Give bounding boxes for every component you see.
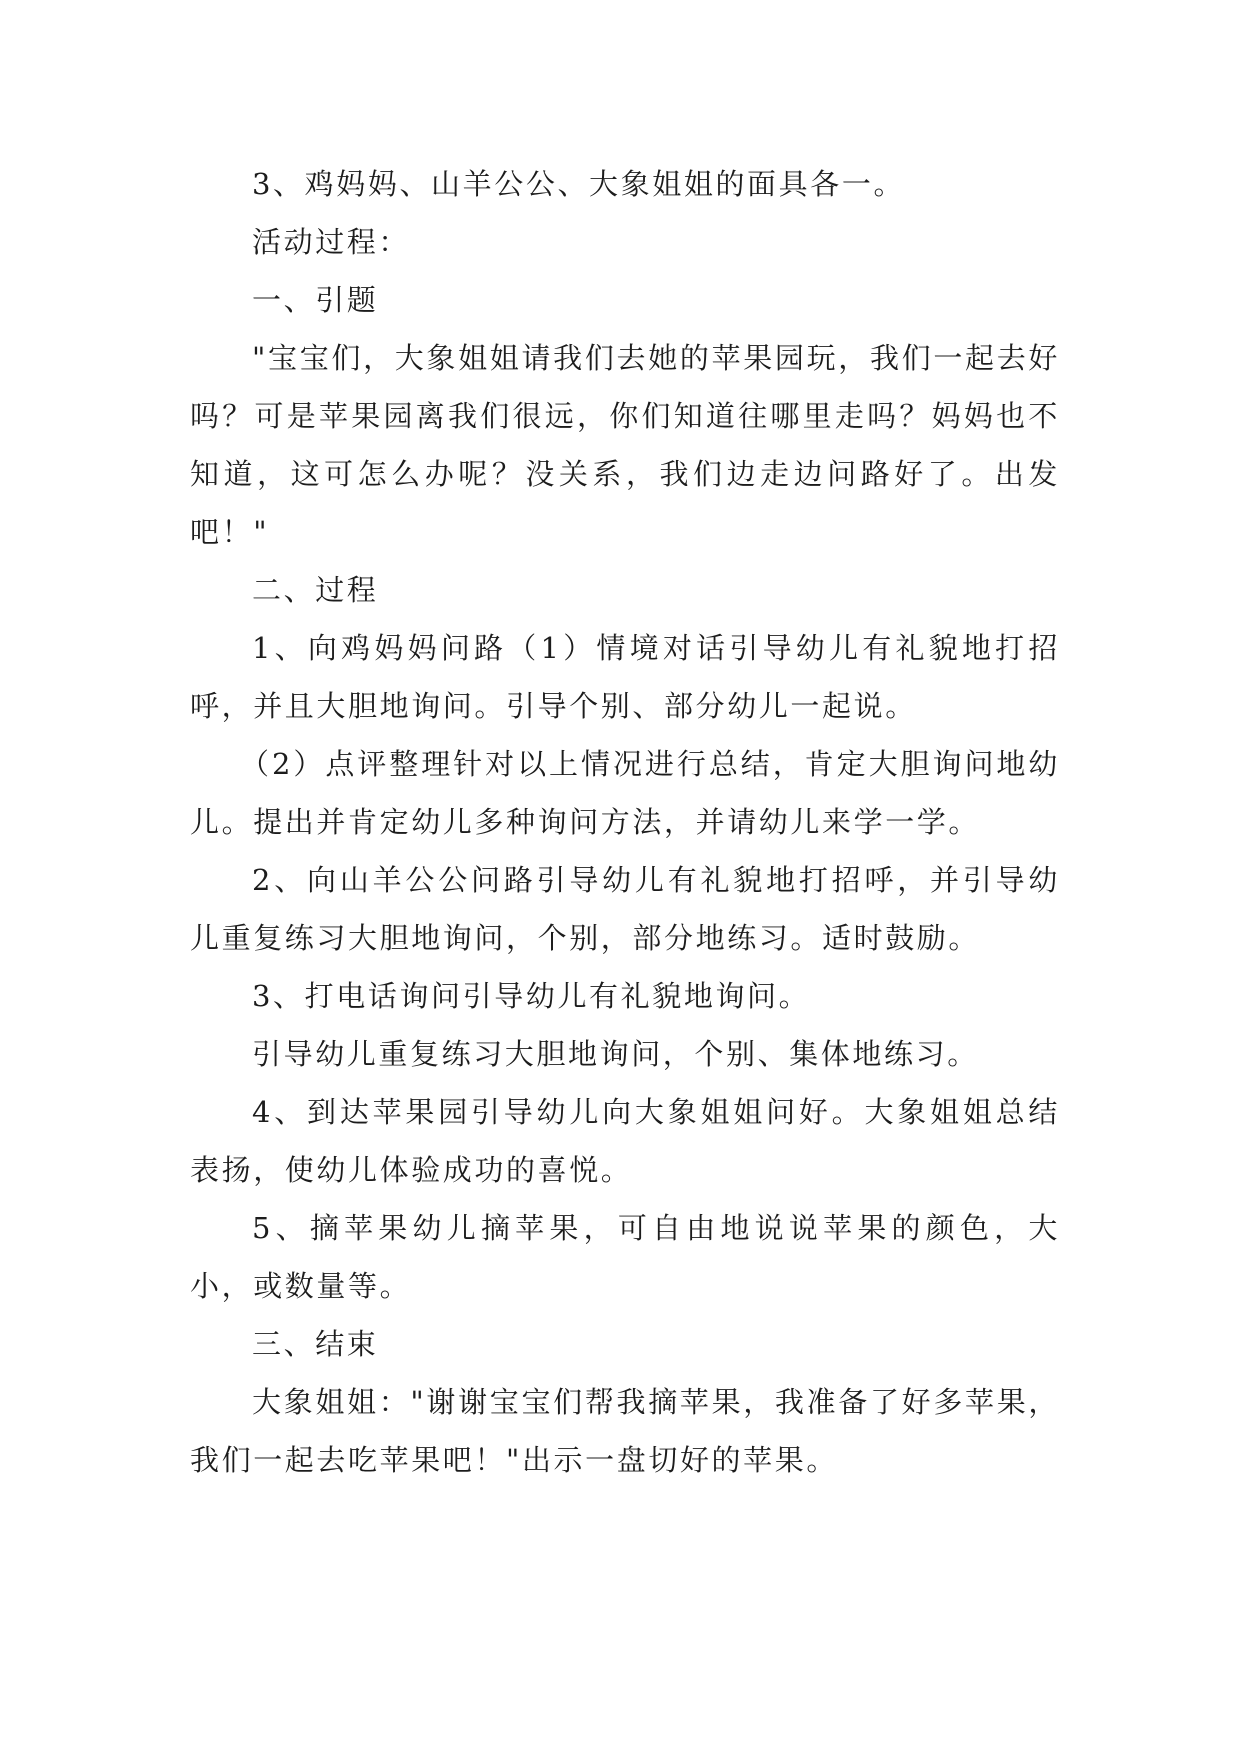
intro-paragraph: "宝宝们，大象姐姐请我们去她的苹果园玩，我们一起去好吗？可是苹果园离我们很远，你们知道往哪里走吗？妈妈也不知道，这可怎么办呢？没关系，我们边走边问路好了。出发吧！" xyxy=(190,341,1060,549)
process-step-1-sub-2: （2）点评整理针对以上情况进行总结，肯定大胆询问地幼儿。提出并肯定幼儿多种询问方法，并请幼儿来学一学。 xyxy=(190,747,1060,839)
process-step-3-detail: 引导幼儿重复练习大胆地询问，个别、集体地练习。 xyxy=(252,1037,979,1071)
section-end-heading: 三、结束 xyxy=(252,1327,379,1361)
ending-paragraph: 大象姐姐："谢谢宝宝们帮我摘苹果，我准备了好多苹果，我们一起去吃苹果吧！"出示一盘切好的苹果。 xyxy=(190,1385,1060,1477)
process-step-3: 3、打电话询问引导幼儿有礼貌地询问。 xyxy=(252,979,811,1013)
section-process-heading: 二、过程 xyxy=(252,573,379,607)
section-intro-heading: 一、引题 xyxy=(252,283,379,317)
process-step-5: 5、摘苹果幼儿摘苹果，可自由地说说苹果的颜色，大小，或数量等。 xyxy=(190,1211,1060,1303)
process-step-1: 1、向鸡妈妈问路（1）情境对话引导幼儿有礼貌地打招呼，并且大胆地询问。引导个别、部分幼儿一起说。 xyxy=(190,631,1060,723)
process-step-4: 4、到达苹果园引导幼儿向大象姐姐问好。大象姐姐总结表扬，使幼儿体验成功的喜悦。 xyxy=(190,1095,1060,1187)
materials-item-3: 3、鸡妈妈、山羊公公、大象姐姐的面具各一。 xyxy=(252,167,906,201)
process-step-2: 2、向山羊公公问路引导幼儿有礼貌地打招呼，并引导幼儿重复练习大胆地询问，个别，部分地练习。适时鼓励。 xyxy=(190,863,1060,955)
activity-process-heading: 活动过程： xyxy=(252,225,411,259)
document-body xyxy=(190,155,1060,1489)
